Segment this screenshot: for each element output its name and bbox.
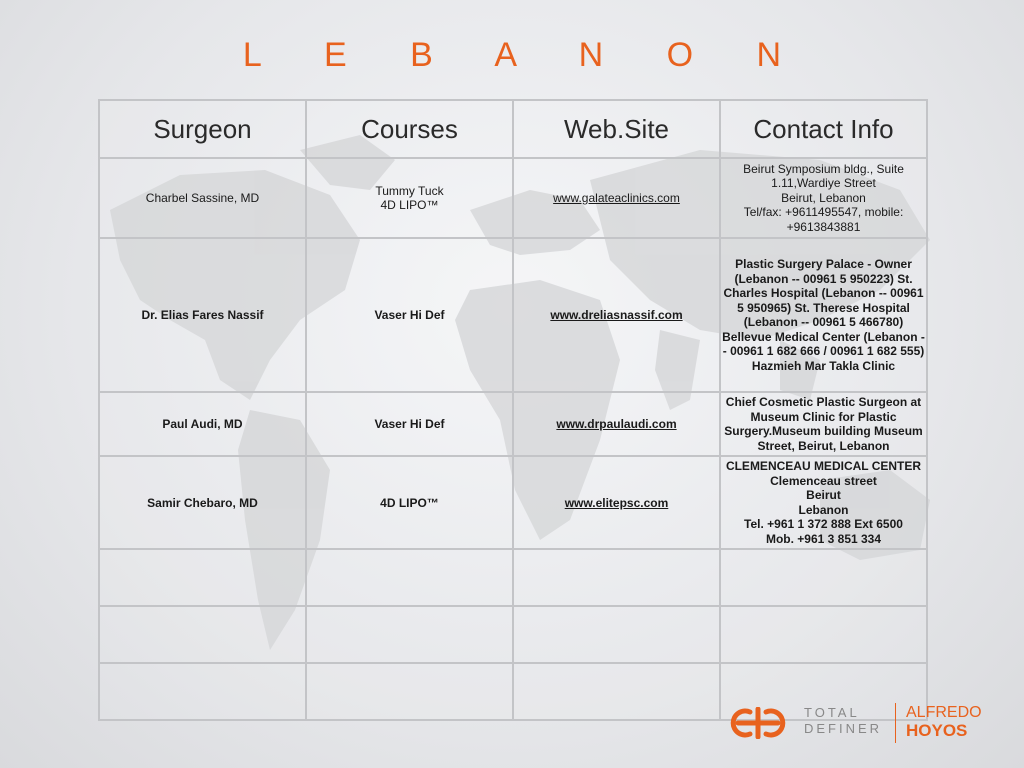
course: Vaser Hi Def — [306, 392, 513, 456]
course: 4D LIPO™ — [306, 456, 513, 549]
author-wordmark — [906, 704, 982, 740]
surgeon-name: Dr. Elias Fares Nassif — [99, 238, 306, 392]
table-header-row — [99, 100, 927, 158]
website-cell — [513, 158, 720, 238]
brand-line1: TOTAL — [804, 705, 860, 720]
empty-cell — [306, 606, 513, 663]
website-cell — [513, 392, 720, 456]
surgeon-name: Paul Audi, MD — [99, 392, 306, 456]
website-link[interactable]: www.elitepsc.com — [564, 495, 669, 510]
contact-info: Plastic Surgery Palace - Owner (Lebanon -- 00961 5 950223) St. Charles Hospital (Lebanon -- 00961 5 950965) St. Therese Hospital (Lebanon -- 00961 5 466780) Bellevue Medical Center (Lebanon -- 00961 1 682 666 / 00961 1 682 555) Hazmieh Mar Takla Clinic — [720, 238, 927, 392]
header-contact-info: Contact Info — [720, 100, 927, 158]
empty-cell — [720, 549, 927, 606]
header-surgeon: Surgeon — [99, 100, 306, 158]
course: Vaser Hi Def — [306, 238, 513, 392]
brand-line2: DEFINER — [804, 721, 883, 736]
contact-info: CLEMENCEAU MEDICAL CENTER Clemenceau street Beirut Lebanon Tel. +961 1 372 888 Ext 6500 Mob. +961 3 851 334 — [720, 456, 927, 549]
contact-info: Chief Cosmetic Plastic Surgeon at Museum Clinic for Plastic Surgery.Museum building Museum Street, Beirut, Lebanon — [720, 392, 927, 456]
page-title: L E B A N O N — [242, 36, 809, 74]
website-cell — [513, 238, 720, 392]
surgeon-name: Samir Chebaro, MD — [99, 456, 306, 549]
contact-info: Beirut Symposium bldg., Suite 1.11,Wardiye Street Beirut, Lebanon Tel/fax: +9611495547, mobile: +9613843881 — [720, 158, 927, 238]
website-link[interactable]: www.galateaclinics.com — [553, 191, 680, 205]
surgeon-name: Charbel Sassine, MD — [99, 158, 306, 238]
empty-cell — [720, 606, 927, 663]
header-courses: Courses — [306, 100, 513, 158]
table-row — [99, 238, 927, 392]
total-definer-mark-icon — [728, 707, 796, 739]
empty-cell — [99, 663, 306, 720]
empty-row — [99, 549, 927, 606]
brand-wordmark — [804, 705, 882, 737]
author-line1: ALFREDO — [906, 704, 982, 721]
brand-logo — [728, 703, 982, 743]
website-cell — [513, 456, 720, 549]
empty-cell — [513, 549, 720, 606]
author-line2: HOYOS — [906, 721, 968, 740]
course: Tummy Tuck 4D LIPO™ — [306, 158, 513, 238]
empty-cell — [306, 549, 513, 606]
table-row — [99, 456, 927, 549]
empty-cell — [99, 606, 306, 663]
empty-cell — [99, 549, 306, 606]
website-link[interactable]: www.drpaulaudi.com — [556, 417, 677, 431]
logo-divider — [895, 703, 896, 743]
empty-cell — [513, 606, 720, 663]
table-row — [99, 158, 927, 238]
empty-cell — [306, 663, 513, 720]
empty-row — [99, 606, 927, 663]
website-link[interactable]: www.dreliasnassif.com — [550, 308, 683, 322]
empty-cell — [513, 663, 720, 720]
surgeons-table — [98, 99, 928, 721]
table-row — [99, 392, 927, 456]
header-website: Web.Site — [513, 100, 720, 158]
